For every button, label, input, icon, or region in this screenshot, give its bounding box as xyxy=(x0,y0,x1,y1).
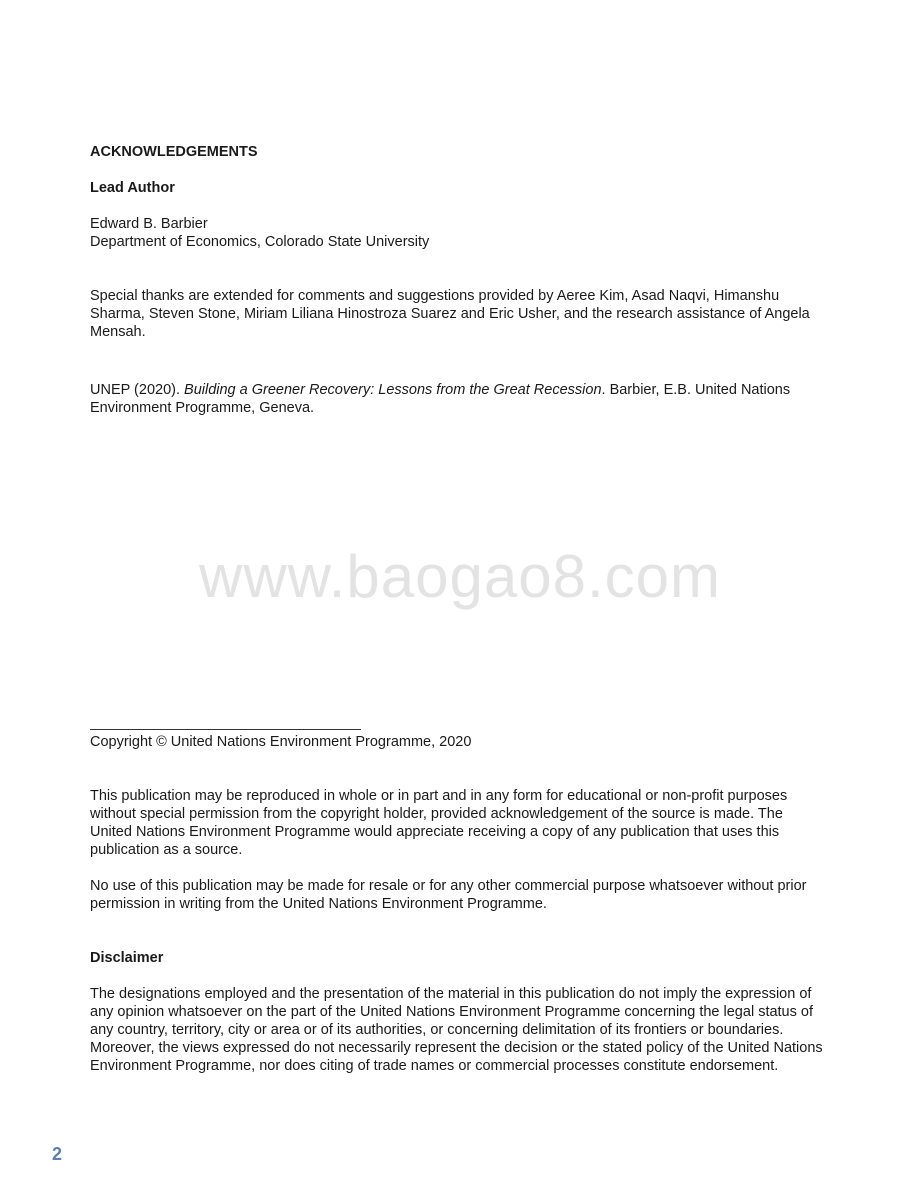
page-number: 2 xyxy=(52,1144,63,1164)
acknowledgements-heading: ACKNOWLEDGEMENTS xyxy=(90,144,258,160)
citation-title: Building a Greener Recovery: Lessons from the Great Recession xyxy=(184,382,602,398)
author-block xyxy=(90,215,830,251)
reproduction-paragraph: This publication may be reproduced in whole or in part and in any form for educational or non-profit purposes without special permission from the copyright holder, provided acknowledgement of the source is made. The United Nations Environment Programme would appreciate receiving a copy of any publication that uses this publication as a source. xyxy=(90,788,788,858)
watermark: www.baogao8.com xyxy=(199,543,721,610)
citation-prefix: UNEP (2020). xyxy=(90,382,185,398)
author-name: Edward B. Barbier xyxy=(90,216,208,232)
special-thanks-paragraph: Special thanks are extended for comments and suggestions provided by Aeree Kim, Asad Naqvi, Himanshu Sharma, Steven Stone, Miriam Liliana Hinostroza Suarez and Eric Usher, and the research assistance of Angela Mensah. xyxy=(90,288,810,340)
footnote-divider xyxy=(90,729,361,730)
author-affiliation: Department of Economics, Colorado State University xyxy=(90,234,430,250)
citation-paragraph xyxy=(90,381,810,417)
disclaimer-paragraph: The designations employed and the presentation of the material in this publication do not imply the expression of any opinion whatsoever on the part of the United Nations Environment Programme concerning the legal status of any country, territory, city or area or of its authorities, or concerning delimitation of its frontiers or boundaries. Moreover, the views expressed do not necessarily represent the decision or the stated policy of the United Nations Environment Programme, nor does citing of trade names or commercial processes constitute endorsement. xyxy=(90,986,823,1074)
citation-suffix: . Barbier, E.B. United Nations Environment Programme, Geneva. xyxy=(90,382,791,416)
copyright-line: Copyright © United Nations Environment Programme, 2020 xyxy=(90,734,472,750)
disclaimer-heading: Disclaimer xyxy=(90,950,164,966)
no-resale-paragraph: No use of this publication may be made for resale or for any other commercial purpose whatsoever without prior permission in writing from the United Nations Environment Programme. xyxy=(90,878,807,912)
lead-author-label: Lead Author xyxy=(90,180,175,196)
